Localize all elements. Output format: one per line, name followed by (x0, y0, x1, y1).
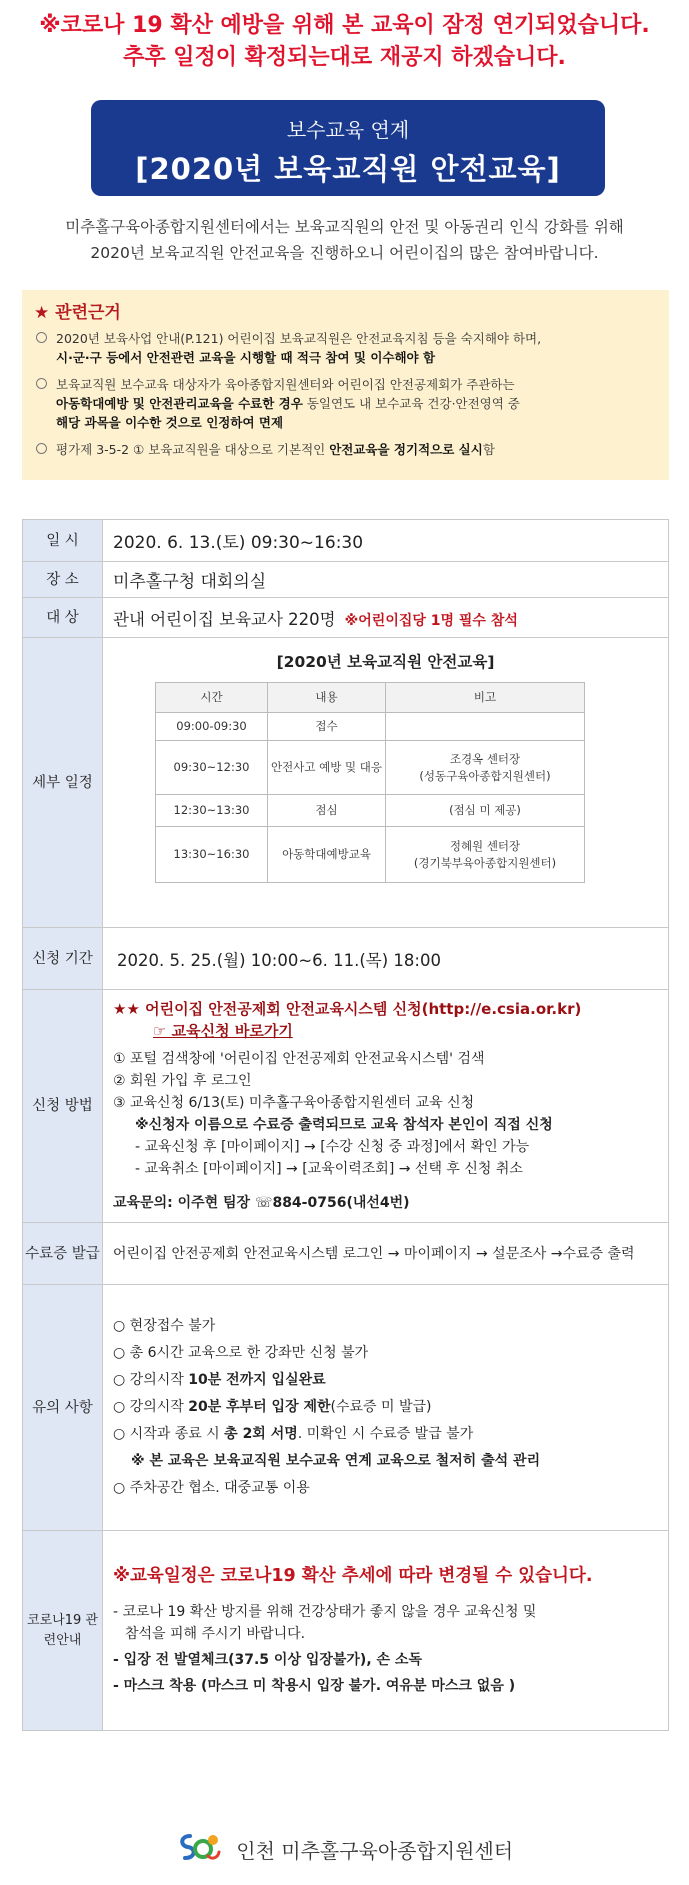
note-4-b: 20분 후부터 입장 제한 (188, 1399, 331, 1415)
covid-line-1b: 참석을 피해 주시기 바랍니다. (125, 1625, 306, 1642)
schedule-table (155, 682, 585, 883)
note-1: ○ 현장접수 불가 (113, 1318, 216, 1334)
schedule-content: 아동학대예방교육 (268, 827, 386, 883)
method-step-1: ① 포털 검색창에 '어린이집 안전공제회 안전교육시스템' 검색 (113, 1051, 485, 1067)
method-label: 신청 방법 (23, 990, 103, 1223)
note-7: ○ 주차공간 협소. 대중교통 이용 (113, 1480, 310, 1496)
schedule-note-line-1: 조경옥 센터장 (449, 751, 521, 766)
row-method (23, 990, 669, 1223)
target-note: ※어린이집당 1명 필수 참석 (344, 612, 518, 629)
date-value: 2020. 6. 13.(토) 09:30~16:30 (103, 520, 669, 562)
note-4-c: (수료증 미 발급) (330, 1399, 432, 1415)
intro-text (0, 214, 689, 266)
schedule-note (386, 741, 585, 795)
schedule-content: 점심 (268, 795, 386, 827)
contact-value: 이주현 팀장 ☏884-0756(내선4번) (177, 1195, 410, 1211)
notes-label: 유의 사항 (23, 1285, 103, 1531)
row-date (23, 520, 669, 562)
schedule-note (386, 713, 585, 741)
period-value: 2020. 5. 25.(월) 10:00~6. 11.(목) 18:00 (103, 928, 669, 990)
basis-item-1 (34, 329, 657, 367)
certificate-label: 수료증 발급 (23, 1223, 103, 1285)
row-period (23, 928, 669, 990)
place-label: 장 소 (23, 562, 103, 598)
method-sub-2: - 교육취소 [마이페이지] → [교육이력조회] → 선택 후 신청 취소 (135, 1161, 523, 1177)
place-value: 미추홀구청 대회의실 (103, 562, 669, 598)
banner-title: [2020년 보육교직원 안전교육] (135, 152, 561, 186)
schedule-note-line-2: (성동구육아종합지원센터) (419, 768, 551, 783)
basis-item-3 (34, 440, 657, 459)
intro-line-2: 2020년 보육교직원 안전교육을 진행하오니 어린이집의 많은 참여바랍니다. (90, 244, 599, 262)
notice-line-1: ※코로나 19 확산 예방을 위해 본 교육이 잠정 연기되었습니다. (39, 13, 650, 38)
covid-label: 코로나19 관련안내 (23, 1531, 103, 1731)
covid-line-1: - 코로나 19 확산 방지를 위해 건강상태가 좋지 않을 경우 교육신청 및 (113, 1603, 537, 1620)
method-step-3: ③ 교육신청 6/13(토) 미추홀구육아종합지원센터 교육 신청 (113, 1095, 475, 1111)
basis-item-3-c: 함 (482, 442, 495, 457)
notes-cell (103, 1285, 669, 1531)
method-warning: ※신청자 이름으로 수료증 출력되므로 교육 참석자 본인이 직접 신청 (135, 1117, 553, 1133)
row-target (23, 598, 669, 638)
footer (0, 1830, 689, 1869)
schedule-cell (103, 638, 669, 928)
schedule-header-time: 시간 (156, 683, 268, 713)
method-headline: ★★ 어린이집 안전공제회 안전교육시스템 신청(http://e.csia.or.kr) (113, 1000, 582, 1018)
schedule-content: 접수 (268, 713, 386, 741)
basis-item-2-line-c: 동일연도 내 보수교육 건강·안전영역 중 (302, 396, 520, 411)
circle-bullet-icon (36, 378, 47, 389)
covid-line-3: - 마스크 착용 (마스크 미 착용시 입장 불가. 여유분 마스크 없음 ) (113, 1677, 516, 1694)
basis-item-2 (34, 375, 657, 432)
covid-headline: ※교육일정은 코로나19 확산 추세에 따라 변경될 수 있습니다. (113, 1565, 593, 1586)
basis-item-3-b: 안전교육을 정기적으로 실시 (329, 442, 483, 457)
method-step-2: ② 회원 가입 후 로그인 (113, 1073, 252, 1089)
note-3-b: 10분 전까지 입실완료 (188, 1372, 326, 1388)
date-label: 일 시 (23, 520, 103, 562)
method-sub-1: - 교육신청 후 [마이페이지] → [수강 신청 중 과정]에서 확인 가능 (135, 1139, 530, 1155)
footer-org-name: 인천 미추홀구육아종합지원센터 (236, 1839, 514, 1863)
schedule-time: 09:00-09:30 (156, 713, 268, 741)
banner-subtitle: 보수교육 연계 (286, 118, 410, 142)
schedule-note (386, 827, 585, 883)
basis-item-3-a: 평가제 3-5-2 ① 보육교직원을 대상으로 기본적인 (56, 442, 330, 457)
row-notes (23, 1285, 669, 1531)
schedule-title: [2020년 보육교직원 안전교육] (276, 653, 495, 671)
schedule-header-note: 비고 (386, 683, 585, 713)
postponement-notice (0, 10, 689, 74)
basis-item-1-line-b: 시·군·구 등에서 안전관련 교육을 시행할 때 적극 참여 및 이수해야 함 (56, 350, 436, 365)
schedule-row (156, 713, 585, 741)
note-6: ※ 본 교육은 보육교직원 보수교육 연계 교육으로 철저히 출석 관리 (131, 1453, 541, 1469)
intro-line-1: 미추홀구육아종합지원센터에서는 보육교직원의 안전 및 아동권리 인식 강화를 위해 (65, 218, 624, 236)
title-banner (91, 100, 605, 196)
basis-item-2-line-d: 해당 과목을 이수한 것으로 인정하여 면제 (56, 415, 284, 430)
note-5-b: 총 2회 서명 (224, 1426, 298, 1442)
apply-shortcut-link[interactable]: ☞ 교육신청 바로가기 (153, 1022, 293, 1040)
basis-item-2-line-b: 아동학대예방 및 안전관리교육을 수료한 경우 (56, 396, 303, 411)
schedule-row (156, 795, 585, 827)
target-value: 관내 어린이집 보육교사 220명 (113, 609, 336, 629)
target-cell (103, 598, 669, 638)
note-5-c: . 미확인 시 수료증 발급 불가 (297, 1426, 474, 1442)
schedule-label: 세부 일정 (23, 638, 103, 928)
notice-line-2: 추후 일정이 확정되는대로 재공지 하겠습니다. (123, 45, 566, 70)
center-logo-icon (176, 1830, 222, 1869)
certificate-value: 어린이집 안전공제회 안전교육시스템 로그인 → 마이페이지 → 설문조사 →수료증 출력 (103, 1223, 669, 1285)
schedule-content: 안전사고 예방 및 대응 (268, 741, 386, 795)
note-2: ○ 총 6시간 교육으로 한 강좌만 신청 불가 (113, 1345, 369, 1361)
schedule-time: 13:30~16:30 (156, 827, 268, 883)
note-3-a: ○ 강의시작 (113, 1372, 189, 1388)
basis-item-1-line-a: 2020년 보육사업 안내(P.121) 어린이집 보육교직원은 안전교육지침 등을 숙지해야 하며, (56, 331, 542, 346)
schedule-row (156, 827, 585, 883)
target-label: 대 상 (23, 598, 103, 638)
schedule-header-content: 내용 (268, 683, 386, 713)
schedule-note-line-1: 정혜원 센터장 (449, 838, 521, 853)
schedule-time: 09:30~12:30 (156, 741, 268, 795)
legal-basis-box (22, 290, 669, 480)
covid-cell (103, 1531, 669, 1731)
method-cell (103, 990, 669, 1223)
schedule-note: (점심 미 제공) (386, 795, 585, 827)
note-4-a: ○ 강의시작 (113, 1399, 189, 1415)
row-covid (23, 1531, 669, 1731)
circle-bullet-icon (36, 332, 47, 343)
period-label: 신청 기간 (23, 928, 103, 990)
basis-heading: ★ 관련근거 (34, 303, 121, 323)
covid-line-2: - 입장 전 발열체크(37.5 이상 입장불가), 손 소독 (113, 1651, 422, 1668)
circle-bullet-icon (36, 443, 47, 454)
basis-item-2-line-a: 보육교직원 보수교육 대상자가 육아종합지원센터와 어린이집 안전공제회가 주관하는 (56, 377, 515, 392)
schedule-row (156, 741, 585, 795)
row-place (23, 562, 669, 598)
schedule-note-line-2: (경기북부육아종합지원센터) (413, 855, 557, 870)
row-schedule (23, 638, 669, 928)
contact-label: 교육문의: (113, 1195, 178, 1211)
note-5-a: ○ 시작과 종료 시 (113, 1426, 225, 1442)
education-info-table (22, 519, 669, 1731)
schedule-time: 12:30~13:30 (156, 795, 268, 827)
row-certificate (23, 1223, 669, 1285)
